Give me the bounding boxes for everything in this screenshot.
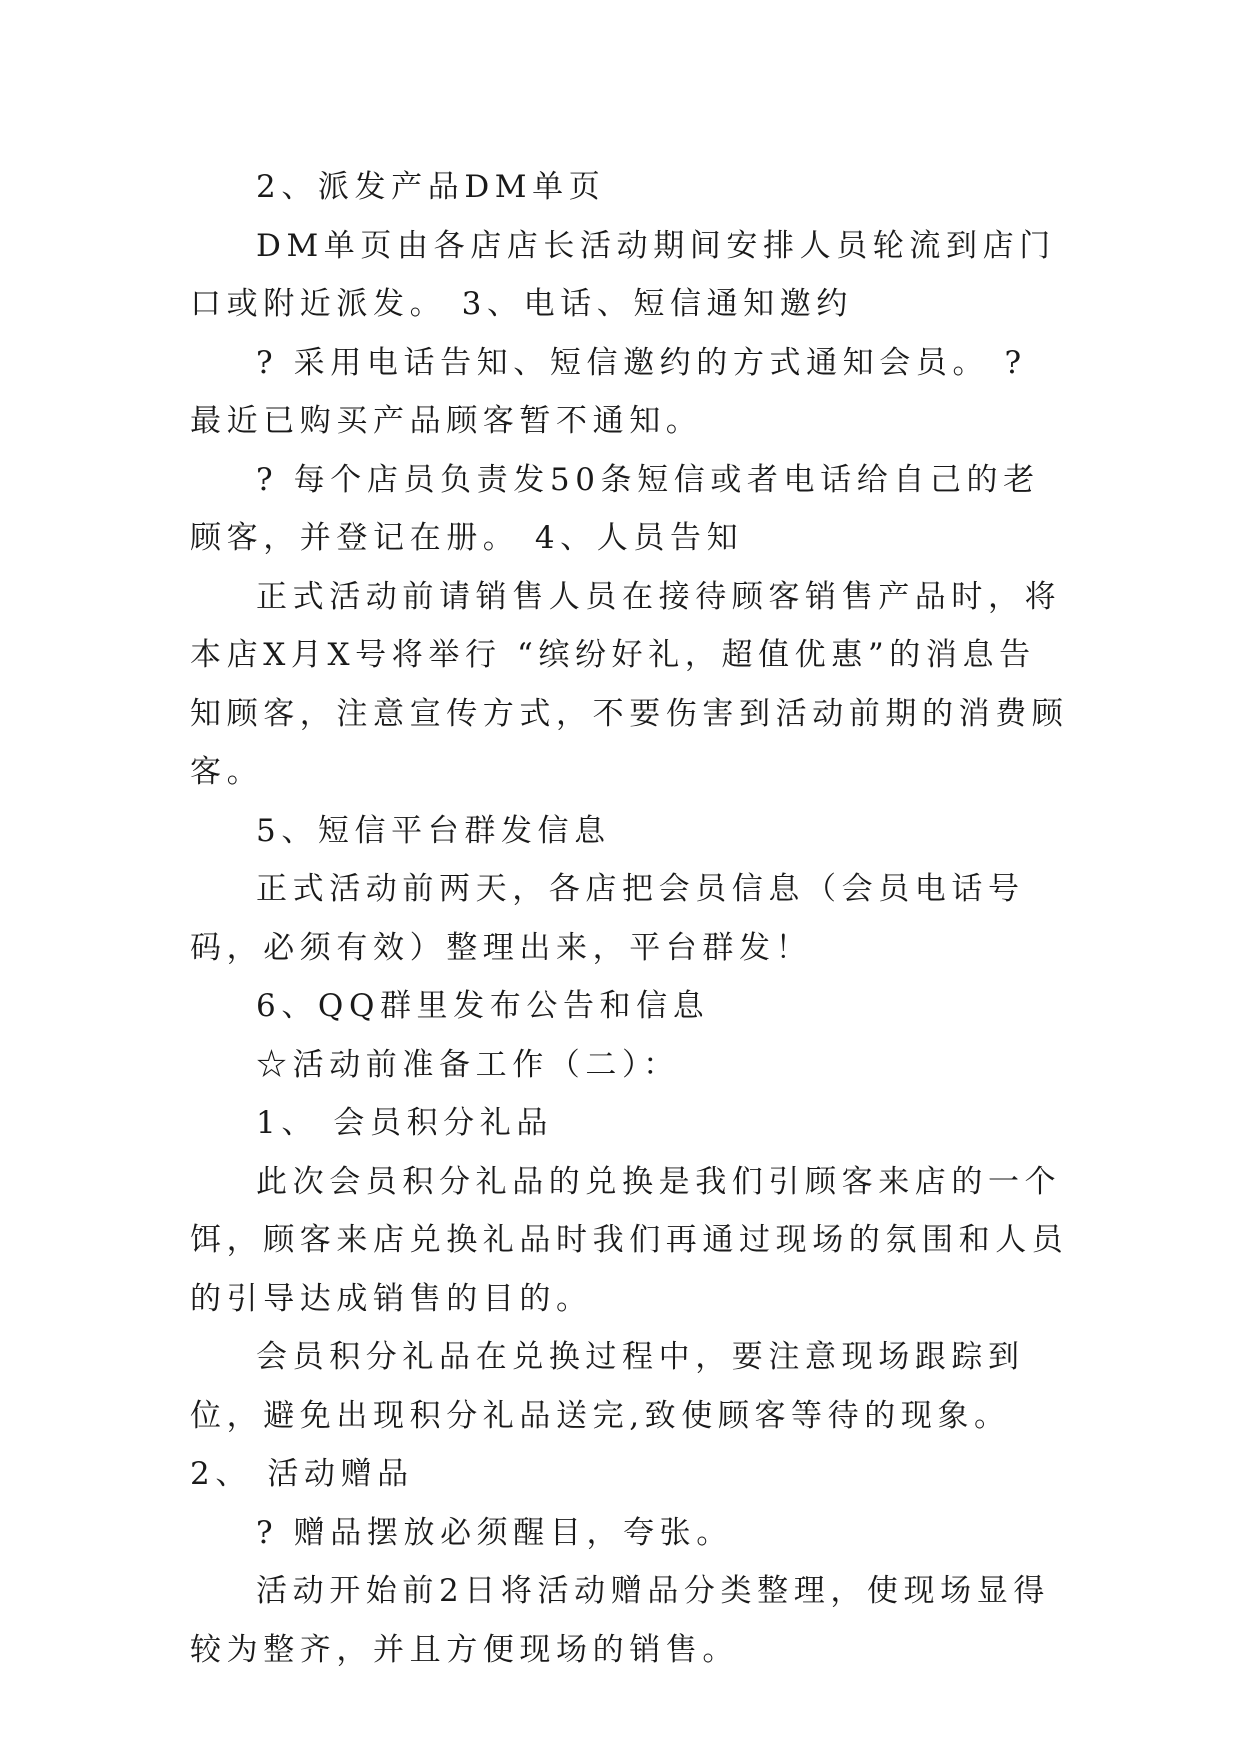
paragraph-member-points-tracking: 会员积分礼品在兑换过程中，要注意现场跟踪到位，避免出现积分礼品送完,致使顾客等待的现象。 2、 活动赠品 — [190, 1339, 1025, 1492]
paragraph-staff-inform: 正式活动前请销售人员在接待顾客销售产品时，将本店X月X号将举行 “缤纷好礼，超值优惠”的消息告知顾客，注意宣传方式，不要伤害到活动前期的消费顾客。 — [190, 578, 1069, 790]
document-body — [190, 158, 1070, 1679]
paragraph-qq-group-heading: 6、QQ群里发布公告和信息 — [256, 988, 710, 1024]
paragraph-gift-sorting: 活动开始前2日将活动赠品分类整理，使现场显得较为整齐，并且方便现场的销售。 — [190, 1573, 1050, 1668]
paragraph-staff-sms-quota: ? 每个店员负责发50条短信或者电话给自己的老顾客，并登记在册。 4、人员告知 — [190, 461, 1040, 556]
paragraph-dm-heading: 2、派发产品DM单页 — [256, 169, 606, 205]
paragraph-gift-display: ? 赠品摆放必须醒目，夸张。 — [256, 1514, 733, 1551]
paragraph-member-points-heading: 1、 会员积分礼品 — [256, 1105, 553, 1141]
paragraph-member-points-bait: 此次会员积分礼品的兑换是我们引顾客来店的一个饵，顾客来店兑换礼品时我们再通过现场的氛围和人员的引导达成销售的目的。 — [190, 1163, 1069, 1317]
paragraph-dm-distribution: DM单页由各店店长活动期间安排人员轮流到店门口或附近派发。 3、电话、短信通知邀约 — [190, 227, 1056, 322]
paragraph-prep-work-heading: ☆活动前准备工作（二）： — [256, 1046, 680, 1083]
paragraph-phone-sms-notice: ? 采用电话告知、短信邀约的方式通知会员。 ? 最近已购买产品顾客暂不通知。 — [190, 344, 1027, 439]
paragraph-sms-platform: 正式活动前两天，各店把会员信息（会员电话号码，必须有效）整理出来，平台群发！ — [190, 871, 1025, 966]
paragraph-sms-platform-heading: 5、短信平台群发信息 — [256, 812, 611, 849]
